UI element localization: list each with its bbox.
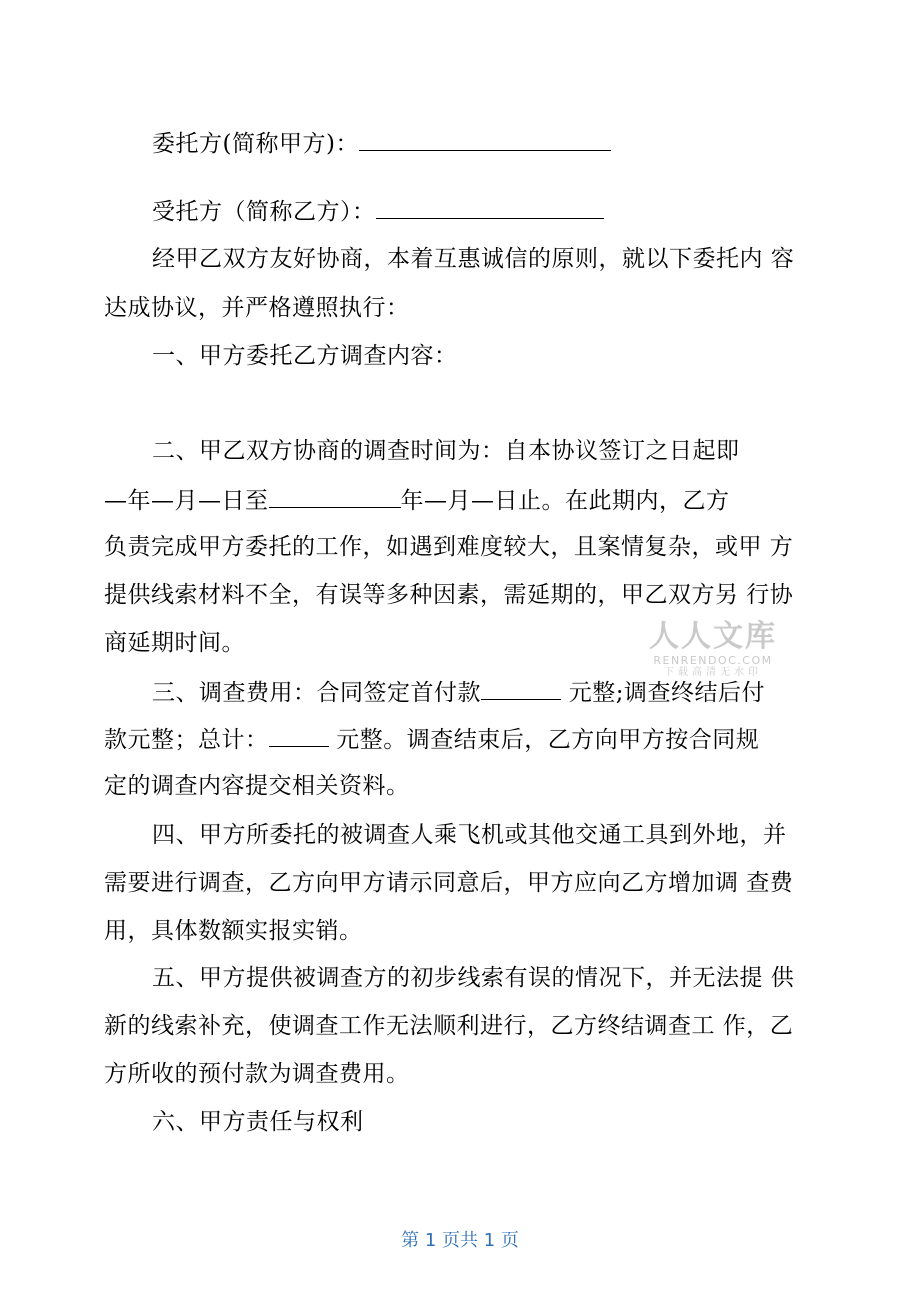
section-heading-6: 六、甲方责任与权利 [152,1109,364,1135]
fee-line [152,677,765,708]
section-heading-4: 四、甲方所委托的被调查人乘飞机或其他交通工具到外地，并 [152,822,787,848]
section-heading-2: 二、甲乙双方协商的调查时间为：自本协议签订之日起即 [152,438,740,464]
date-end-text: 年—月—日止。在此期内，乙方 [400,488,730,514]
paragraph-line: 用，具体数额实报实销。 [104,918,363,944]
client-party-label: 委托方(简称甲方)： [152,131,359,157]
down-payment-blank [481,677,561,700]
total-line [104,724,759,755]
section-heading-1: 一、甲方委托乙方调查内容： [152,343,458,369]
watermark-url: RENRENDOC.COM [653,654,773,667]
client-party-line [152,128,611,159]
paragraph-line: 负责完成甲方委托的工作，如遇到难度较大，且案情复杂，或甲 方 [104,534,794,560]
date-range-line [104,485,730,516]
paragraph-line: 方所收的预付款为调查费用。 [104,1061,410,1087]
agent-party-blank [376,196,604,219]
paragraph-line: 商延期时间。 [104,630,245,656]
paragraph-line: 新的线索补充，使调查工作无法顺利进行，乙方终结调查工 作，乙 [104,1013,794,1039]
fee-label: 三、调查费用：合同签定首付款 [152,680,481,706]
watermark-sub: 下载高清无水印 [664,667,762,678]
paragraph-line: 需要进行调查，乙方向甲方请示同意后，甲方应向乙方增加调 查费 [104,870,794,896]
total-label: 款元整；总计： [104,727,269,753]
paragraph-line: 提供线索材料不全，有误等多种因素，需延期的，甲乙双方另 行协 [104,582,794,608]
date-blank [269,485,401,508]
section-heading-5: 五、甲方提供被调查方的初步线索有误的情况下，并无法提 供 [152,965,795,991]
page-number-footer: 第 1 页共 1 页 [401,1230,519,1251]
watermark-logo [648,620,778,679]
agent-party-label: 受托方（简称乙方）： [152,199,376,225]
total-tail: 元整。调查结束后，乙方向甲方按合同规 [328,727,760,753]
paragraph-line: 达成协议，并严格遵照执行： [104,295,410,321]
paragraph-line: 经甲乙双方友好协商，本着互惠诚信的原则，就以下委托内 容 [152,246,795,272]
fee-tail: 元整;调查终结后付 [561,680,766,706]
date-start-text: —年—月—日至 [104,488,269,514]
client-party-blank [359,128,611,151]
watermark-main: 人人文库 [649,619,777,654]
total-blank [269,724,329,747]
paragraph-line: 定的调查内容提交相关资料。 [104,773,410,799]
agent-party-line [152,196,604,227]
